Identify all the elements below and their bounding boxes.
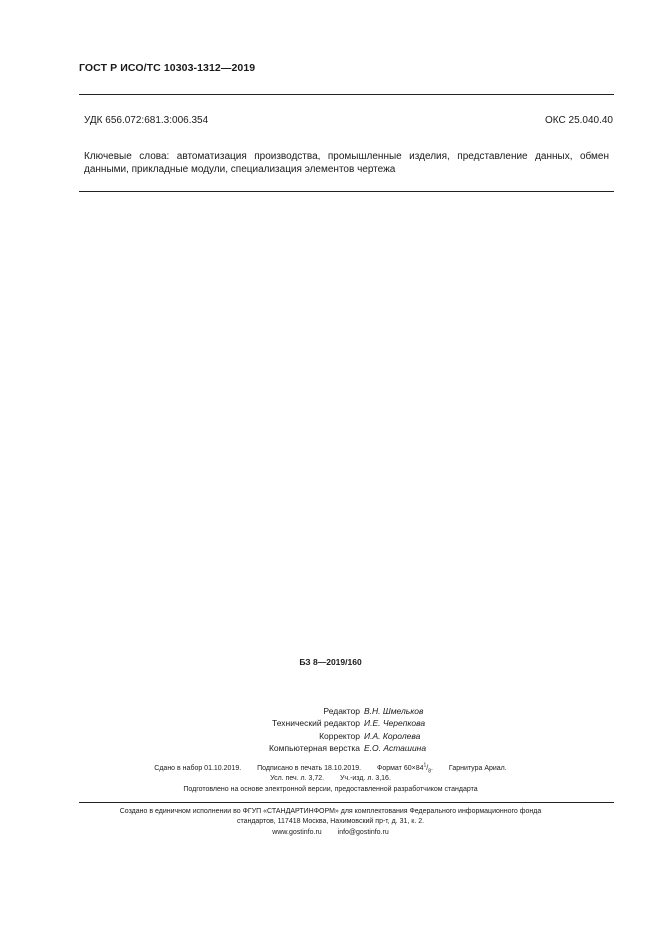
oks-code: ОКС 25.040.40 [545,115,613,126]
staff-name: Е.О. Асташина [364,742,427,753]
signed-date: Подписано в печать 18.10.2019. [257,765,362,772]
publication-line-2 [0,775,661,782]
bz-number: БЗ 8—2019/160 [299,657,362,667]
udk-code: УДК 656.072:681.3:006.354 [84,115,209,126]
staff-row-corrector [0,730,661,742]
staff-name: В.Н. Шмельков [364,706,424,716]
footer-contacts [0,829,661,836]
staff-name: И.А. Королева [364,730,421,741]
standard-code: ГОСТ Р ИСО/ТС 10303-1312—2019 [79,62,256,74]
staff-list [0,705,661,754]
publication-line-1 [0,762,661,775]
staff-role: Корректор [319,730,360,741]
staff-role: Редактор [323,706,360,716]
keywords-divider [79,191,614,192]
staff-role: Компьютерная верстка [268,742,360,753]
footer-divider [79,802,614,803]
print-sheets: Усл. печ. л. 3,72. [270,775,325,782]
staff-row-tech-editor [0,717,661,729]
footer-line-1: Создано в единичном исполнении во ФГУП «СТАНДАРТИНФОРМ» для комплектования Федерального информационного фонда [119,808,542,815]
website-link[interactable]: www.gostinfo.ru [272,829,322,836]
staff-row-layout [0,742,661,754]
footer-line-2: стандартов, 117418 Москва, Нахимовский пр-т, д. 31, к. 2. [236,818,425,825]
staff-name: И.Е. Черепкова [364,718,426,729]
staff-role: Технический редактор [272,718,360,729]
publisher-sheets: Уч.-изд. л. 3,16. [340,775,391,782]
keywords-text: автоматизация производства, промышленные изделия, представление данных, обмен данными, прикладные модули, специализация элементов чертежа [84,151,610,175]
typeface: Гарнитура Ариал. [448,765,507,772]
email-link[interactable]: info@gostinfo.ru [337,829,389,836]
submitted-date: Сдано в набор 01.10.2019. [154,765,242,772]
staff-row-editor [0,705,661,717]
prepared-note: Подготовлено на основе электронной версии, предоставленной разработчиком стандарта [183,786,478,793]
header-divider [79,94,614,95]
paper-format: Формат $60\times 84^1/_8$. [377,762,433,775]
keywords-label: Ключевые слова: [84,151,170,162]
keywords-paragraph [84,150,609,176]
